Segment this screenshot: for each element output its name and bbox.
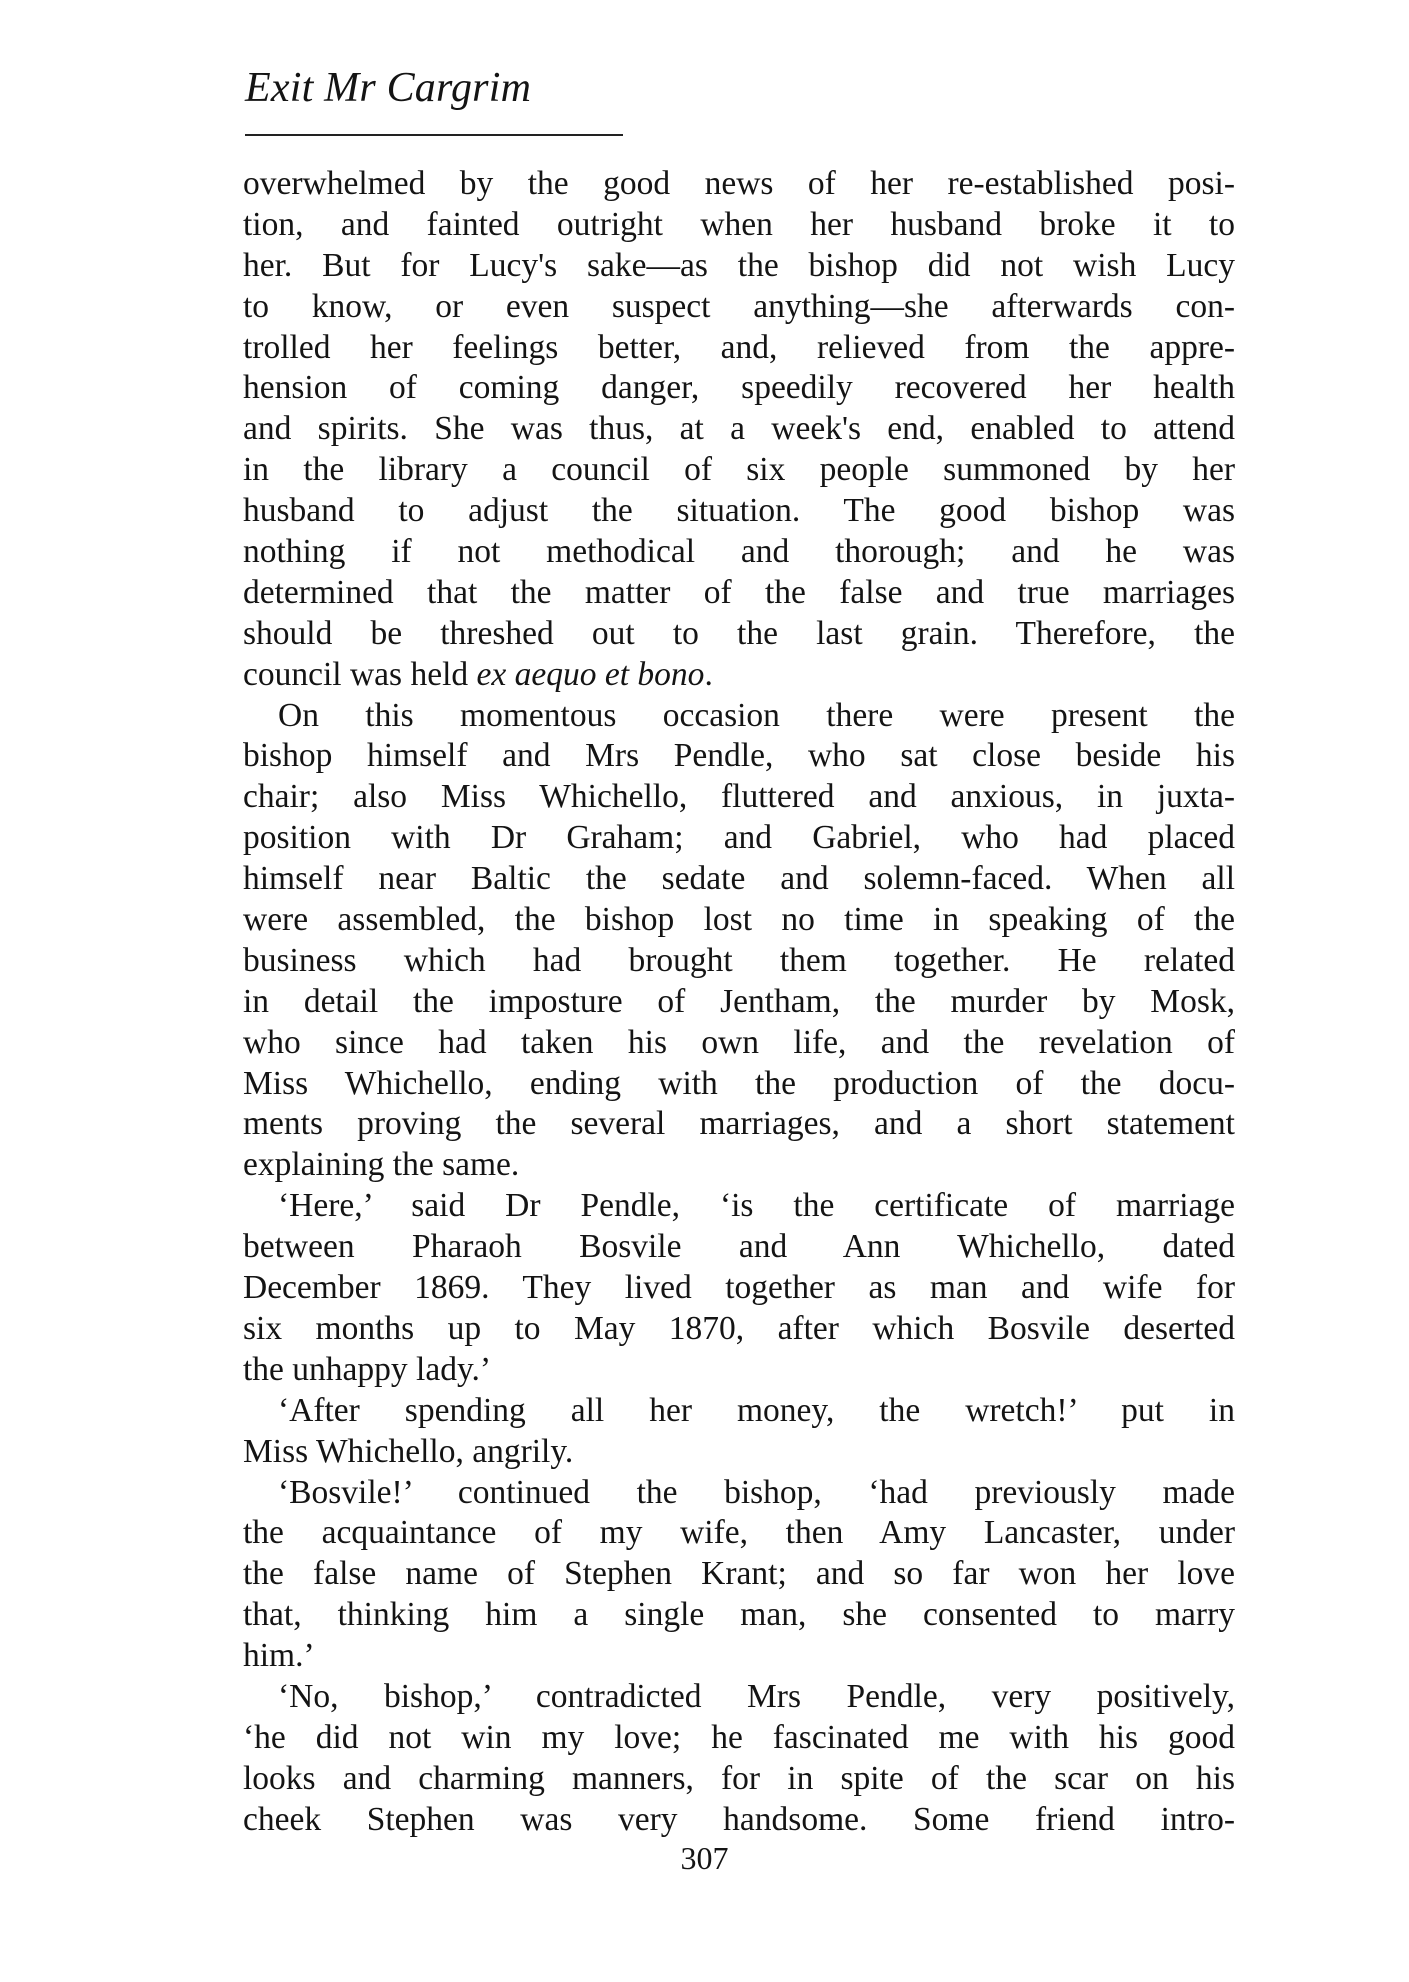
text-line: trolled her feelings better, and, relieved from the appre- [243,328,1235,366]
text-line: between Pharaoh Bosvile and Ann Whichello, dated [243,1228,1235,1266]
text-line: ‘After spending all her money, the wretch!’ put in [278,1391,1235,1429]
text-line: were assembled, the bishop lost no time in speaking of the [243,901,1235,939]
text-line: should be threshed out to the last grain. Therefore, the [243,614,1235,652]
text-line: cheek Stephen was very handsome. Some friend intro- [243,1800,1235,1838]
running-head: Exit Mr Cargrim [245,65,532,111]
text-line: in detail the imposture of Jentham, the murder by Mosk, [243,982,1235,1020]
text-line: hension of coming danger, speedily recovered her health [243,369,1235,407]
text-line: in the library a council of six people summoned by her [243,451,1235,489]
text-line: and spirits. She was thus, at a week's end, enabled to attend [243,410,1235,448]
text-line: ‘Here,’ said Dr Pendle, ‘is the certificate of marriage [278,1187,1235,1225]
text-line-roman: council was held [243,655,477,693]
text-line: On this momentous occasion there were present the [278,696,1235,734]
text-line: ‘Bosvile!’ continued the bishop, ‘had previously made [278,1473,1235,1511]
text-line: tion, and fainted outright when her husband broke it to [243,205,1235,243]
text-line: ments proving the several marriages, and a short statement [243,1105,1235,1143]
text-line: her. But for Lucy's sake—as the bishop did not wish Lucy [243,246,1235,284]
text-line: that, thinking him a single man, she consented to marry [243,1596,1235,1634]
running-head-rule [245,134,623,136]
text-line: chair; also Miss Whichello, fluttered and anxious, in juxta- [243,778,1235,816]
text-line: looks and charming manners, for in spite of the scar on his [243,1759,1235,1797]
text-line: ‘he did not win my love; he fascinated me with his good [243,1718,1235,1756]
text-line: the unhappy lady.’ [243,1350,492,1388]
text-line: six months up to May 1870, after which Bosvile deserted [243,1309,1235,1347]
text-line: himself near Baltic the sedate and solemn-faced. When all [243,860,1235,898]
text-line: the acquaintance of my wife, then Amy Lancaster, under [243,1514,1235,1552]
text-line: Miss Whichello, ending with the production of the docu- [243,1064,1235,1102]
text-line: nothing if not methodical and thorough; and he was [243,533,1235,571]
text-line: determined that the matter of the false and true marriages [243,573,1235,611]
text-line: business which had brought them together. He related [243,941,1235,979]
text-line: the false name of Stephen Krant; and so far won her love [243,1555,1235,1593]
text-line [243,655,1235,696]
text-line: who since had taken his own life, and the revelation of [243,1023,1235,1061]
text-line: husband to adjust the situation. The good bishop was [243,492,1235,530]
text-line: position with Dr Graham; and Gabriel, who had placed [243,819,1235,857]
text-line-punctuation: . [704,655,713,693]
text-line: him.’ [243,1637,315,1675]
latin-phrase: ex aequo et bono [476,655,705,693]
text-line: bishop himself and Mrs Pendle, who sat close beside his [243,737,1235,775]
page-number: 307 [680,1840,729,1876]
text-line: December 1869. They lived together as man and wife for [243,1269,1235,1307]
body-text [243,164,1235,1841]
text-line: ‘No, bishop,’ contradicted Mrs Pendle, very positively, [278,1677,1235,1715]
text-line: Miss Whichello, angrily. [243,1432,574,1470]
text-line: overwhelmed by the good news of her re-established posi- [243,165,1235,202]
text-line: to know, or even suspect anything—she afterwards con- [243,287,1235,325]
text-line: explaining the same. [243,1146,520,1184]
